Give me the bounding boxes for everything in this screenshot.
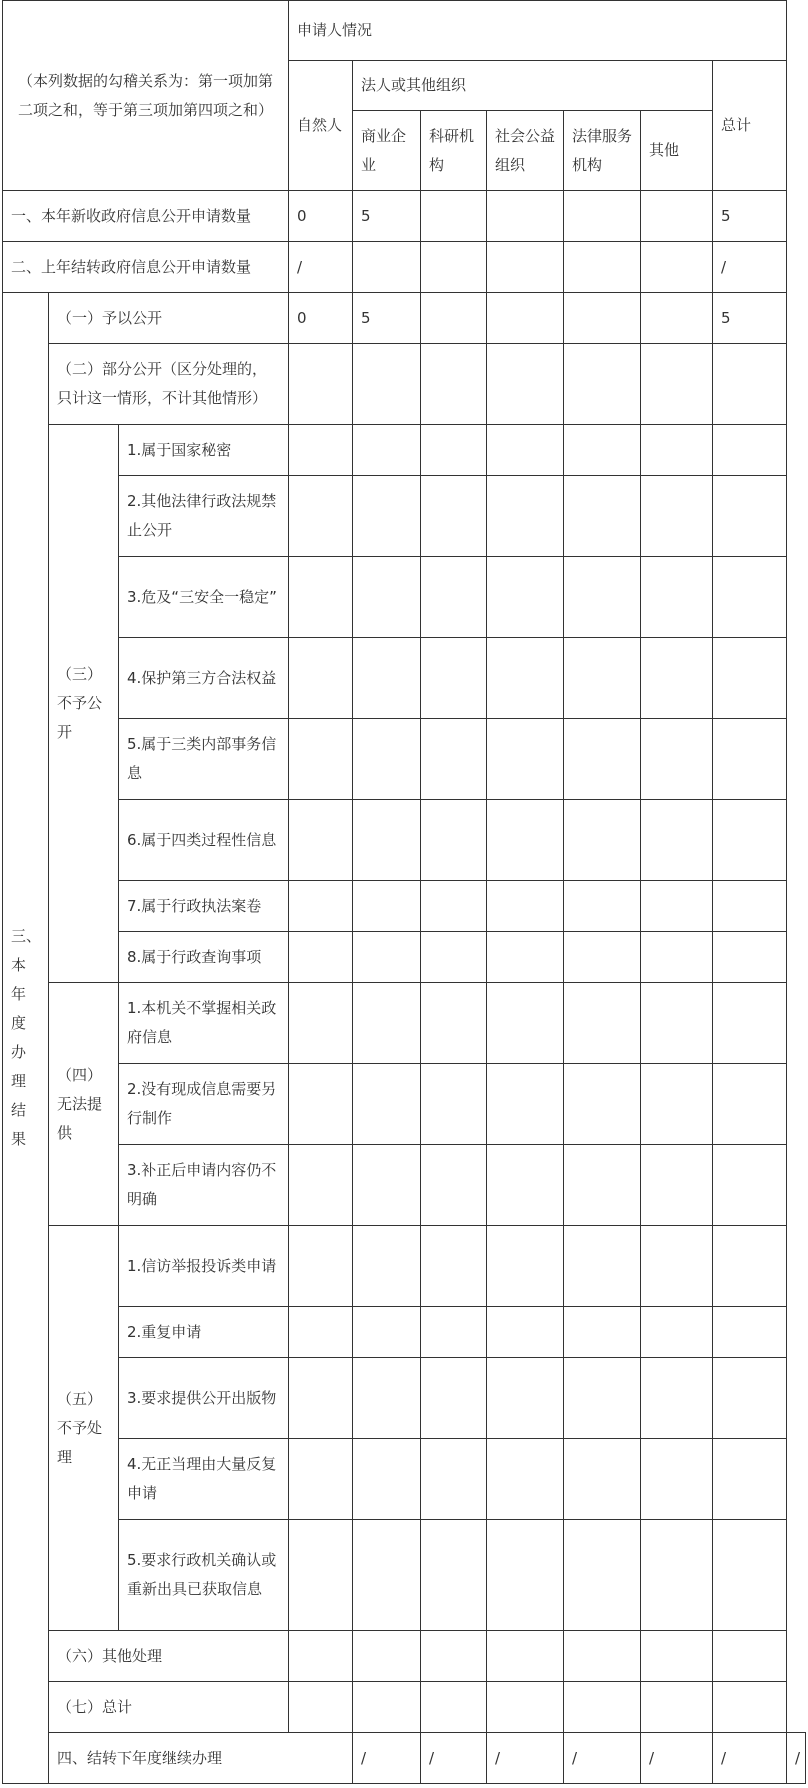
cell-natural: [289, 1064, 353, 1145]
cell-public-welfare: [487, 932, 564, 983]
cell-public-welfare: [487, 1226, 564, 1307]
cell-legal-service: /: [641, 1733, 713, 1784]
cell-commercial: [353, 344, 421, 425]
cell-research: [421, 476, 487, 557]
cell-other: [641, 1064, 713, 1145]
cell-commercial: [353, 557, 421, 638]
cell-public-welfare: [487, 1358, 564, 1439]
group-label-unable: （四）无法提供: [49, 983, 119, 1226]
cell-total: [713, 881, 787, 932]
cell-public-welfare: [487, 1520, 564, 1631]
cell-public-welfare: [487, 1439, 564, 1520]
item-label: 2.没有现成信息需要另行制作: [119, 1064, 289, 1145]
cell-legal-service: [564, 1631, 641, 1682]
cell-public-welfare: [487, 191, 564, 242]
cell-commercial: [353, 719, 421, 800]
cell-public-welfare: [487, 1682, 564, 1733]
table-row: [3, 800, 806, 881]
cell-commercial: [353, 1145, 421, 1226]
cell-commercial: [353, 425, 421, 476]
cell-research: [421, 1226, 487, 1307]
item-label: 6.属于四类过程性信息: [119, 800, 289, 881]
table-row: [3, 1358, 806, 1439]
cell-other: [641, 1631, 713, 1682]
cell-commercial: [353, 476, 421, 557]
cell-commercial: /: [421, 1733, 487, 1784]
item-label: 2.重复申请: [119, 1307, 289, 1358]
cell-research: /: [487, 1733, 564, 1784]
item-label: 1.本机关不掌握相关政府信息: [119, 983, 289, 1064]
cell-research: [421, 344, 487, 425]
cell-legal-service: [564, 425, 641, 476]
cell-natural: [289, 425, 353, 476]
table-row: [3, 557, 806, 638]
table-row: [3, 1145, 806, 1226]
public-welfare-header: 社会公益组织: [487, 111, 564, 191]
gov-info-disclosure-table: [2, 0, 806, 1784]
item-label: 5.属于三类内部事务信息: [119, 719, 289, 800]
item-label: 8.属于行政查询事项: [119, 932, 289, 983]
cell-other: [641, 476, 713, 557]
item-label: 2.其他法律行政法规禁止公开: [119, 476, 289, 557]
cell-public-welfare: [487, 638, 564, 719]
cell-total: 5: [713, 293, 787, 344]
item-label: 4.保护第三方合法权益: [119, 638, 289, 719]
cell-other: [641, 932, 713, 983]
cell-research: [421, 1064, 487, 1145]
cell-total: /: [787, 1733, 806, 1784]
table-row: [3, 1520, 806, 1631]
cell-other: [641, 800, 713, 881]
cell-natural: [289, 800, 353, 881]
cell-natural: [289, 1226, 353, 1307]
item-label: 3.补正后申请内容仍不明确: [119, 1145, 289, 1226]
row-label: （七）总计: [49, 1682, 289, 1733]
table-row: [3, 344, 806, 425]
cell-research: [421, 1439, 487, 1520]
cell-other: [641, 1358, 713, 1439]
table-row: [3, 191, 806, 242]
table-row: [3, 242, 806, 293]
result-group-label: 三、本年度办理结果: [3, 293, 49, 1784]
cell-commercial: 5: [353, 191, 421, 242]
table-row: [3, 1733, 806, 1784]
row-label: 四、结转下年度继续办理: [49, 1733, 353, 1784]
cell-other: [641, 191, 713, 242]
cell-commercial: [353, 1439, 421, 1520]
cell-legal-service: [564, 800, 641, 881]
applicant-header: 申请人情况: [289, 1, 787, 61]
cell-legal-service: [564, 638, 641, 719]
cell-legal-service: [564, 1307, 641, 1358]
cell-total: [713, 557, 787, 638]
cell-other: [641, 881, 713, 932]
row-label: （二）部分公开（区分处理的，只计这一情形，不计其他情形）: [49, 344, 289, 425]
cell-total: [713, 1307, 787, 1358]
cell-commercial: [353, 800, 421, 881]
item-label: 7.属于行政执法案卷: [119, 881, 289, 932]
cell-other: [641, 1307, 713, 1358]
cell-research: [421, 1358, 487, 1439]
cell-research: [421, 800, 487, 881]
group-label-not-processed: （五）不予处理: [49, 1226, 119, 1631]
cell-research: [421, 983, 487, 1064]
table-row: [3, 881, 806, 932]
cell-natural: 0: [289, 191, 353, 242]
cell-total: [713, 1145, 787, 1226]
cell-commercial: [353, 1226, 421, 1307]
item-label: 3.危及“三安全一稳定”: [119, 557, 289, 638]
cell-research: [421, 1145, 487, 1226]
cell-commercial: [353, 1520, 421, 1631]
cell-commercial: [353, 1631, 421, 1682]
cell-research: [421, 881, 487, 932]
cell-legal-service: [564, 1358, 641, 1439]
org-group-header: 法人或其他组织: [353, 61, 713, 111]
cell-natural: /: [289, 242, 353, 293]
cell-natural: [289, 638, 353, 719]
cell-legal-service: [564, 1145, 641, 1226]
cell-public-welfare: [487, 344, 564, 425]
cell-other: /: [713, 1733, 787, 1784]
cell-research: [421, 932, 487, 983]
research-header: 科研机构: [421, 111, 487, 191]
table-row: [3, 425, 806, 476]
row-label: （六）其他处理: [49, 1631, 289, 1682]
cell-public-welfare: [487, 719, 564, 800]
group-label-not-disclosed: （三）不予公开: [49, 425, 119, 983]
cell-commercial: [353, 1358, 421, 1439]
cell-total: 5: [713, 191, 787, 242]
cell-natural: [289, 344, 353, 425]
cell-total: [713, 1064, 787, 1145]
cell-public-welfare: [487, 983, 564, 1064]
cell-other: [641, 293, 713, 344]
cell-natural: [289, 1439, 353, 1520]
cell-research: [421, 1520, 487, 1631]
cell-public-welfare: /: [564, 1733, 641, 1784]
cell-research: [421, 1631, 487, 1682]
table-row: [3, 1064, 806, 1145]
cell-research: [421, 191, 487, 242]
cell-other: [641, 719, 713, 800]
cell-total: [713, 1520, 787, 1631]
cell-public-welfare: [487, 425, 564, 476]
cell-other: [641, 344, 713, 425]
row-label: 一、本年新收政府信息公开申请数量: [3, 191, 289, 242]
cell-natural: [289, 1358, 353, 1439]
cell-legal-service: [564, 242, 641, 293]
cell-total: [713, 476, 787, 557]
item-label: 4.无正当理由大量反复申请: [119, 1439, 289, 1520]
cell-natural: [289, 983, 353, 1064]
cell-legal-service: [564, 476, 641, 557]
cell-commercial: [353, 1064, 421, 1145]
cell-total: [713, 719, 787, 800]
cell-legal-service: [564, 1064, 641, 1145]
cell-other: [641, 1226, 713, 1307]
cell-legal-service: [564, 344, 641, 425]
cell-other: [641, 242, 713, 293]
cell-commercial: [353, 1682, 421, 1733]
cell-public-welfare: [487, 242, 564, 293]
other-header: 其他: [641, 111, 713, 191]
cell-natural: [289, 1307, 353, 1358]
cell-commercial: [353, 242, 421, 293]
cell-other: [641, 1520, 713, 1631]
cell-total: [713, 983, 787, 1064]
cell-research: [421, 638, 487, 719]
cell-legal-service: [564, 1520, 641, 1631]
cell-public-welfare: [487, 1064, 564, 1145]
table-row: [3, 1631, 806, 1682]
cell-natural: [289, 1520, 353, 1631]
cell-total: [713, 1439, 787, 1520]
note-cell: （本列数据的勾稽关系为：第一项加第二项之和，等于第三项加第四项之和）: [3, 1, 289, 191]
cell-commercial: [353, 881, 421, 932]
table-row: [3, 638, 806, 719]
commercial-header: 商业企业: [353, 111, 421, 191]
item-label: 5.要求行政机关确认或重新出具已获取信息: [119, 1520, 289, 1631]
cell-commercial: [353, 638, 421, 719]
table-row: [3, 1682, 806, 1733]
table-row: [3, 293, 806, 344]
cell-other: [641, 1439, 713, 1520]
cell-other: [641, 557, 713, 638]
cell-natural: [289, 881, 353, 932]
cell-legal-service: [564, 191, 641, 242]
cell-total: [713, 1226, 787, 1307]
cell-commercial: 5: [353, 293, 421, 344]
cell-research: [421, 293, 487, 344]
table-row: [3, 1226, 806, 1307]
cell-total: [713, 1631, 787, 1682]
cell-public-welfare: [487, 800, 564, 881]
cell-natural: [289, 557, 353, 638]
cell-research: [421, 719, 487, 800]
item-label: 1.信访举报投诉类申请: [119, 1226, 289, 1307]
cell-research: [421, 242, 487, 293]
cell-commercial: [353, 1307, 421, 1358]
total-header: 总计: [713, 61, 787, 191]
cell-commercial: [353, 932, 421, 983]
cell-public-welfare: [487, 1631, 564, 1682]
cell-other: [641, 1682, 713, 1733]
cell-legal-service: [564, 983, 641, 1064]
header-row-1: [3, 1, 806, 61]
cell-total: [713, 1682, 787, 1733]
cell-natural: [289, 719, 353, 800]
cell-other: [641, 638, 713, 719]
cell-total: [713, 932, 787, 983]
cell-natural: /: [353, 1733, 421, 1784]
cell-legal-service: [564, 719, 641, 800]
cell-total: /: [713, 242, 787, 293]
cell-total: [713, 425, 787, 476]
cell-natural: [289, 932, 353, 983]
item-label: 1.属于国家秘密: [119, 425, 289, 476]
cell-legal-service: [564, 1682, 641, 1733]
cell-research: [421, 1307, 487, 1358]
cell-total: [713, 344, 787, 425]
cell-total: [713, 800, 787, 881]
cell-legal-service: [564, 932, 641, 983]
row-label: （一）予以公开: [49, 293, 289, 344]
cell-legal-service: [564, 1226, 641, 1307]
cell-research: [421, 425, 487, 476]
cell-other: [641, 983, 713, 1064]
cell-research: [421, 557, 487, 638]
cell-natural: [289, 1631, 353, 1682]
table-row: [3, 719, 806, 800]
cell-public-welfare: [487, 557, 564, 638]
cell-natural: 0: [289, 293, 353, 344]
table-row: [3, 476, 806, 557]
legal-service-header: 法律服务机构: [564, 111, 641, 191]
cell-public-welfare: [487, 881, 564, 932]
cell-research: [421, 1682, 487, 1733]
cell-public-welfare: [487, 1307, 564, 1358]
item-label: 3.要求提供公开出版物: [119, 1358, 289, 1439]
cell-natural: [289, 476, 353, 557]
cell-other: [641, 1145, 713, 1226]
table-row: [3, 983, 806, 1064]
row-label: 二、上年结转政府信息公开申请数量: [3, 242, 289, 293]
cell-total: [713, 638, 787, 719]
table-row: [3, 1439, 806, 1520]
cell-public-welfare: [487, 1145, 564, 1226]
cell-total: [713, 1358, 787, 1439]
cell-legal-service: [564, 881, 641, 932]
cell-other: [641, 425, 713, 476]
cell-natural: [289, 1682, 353, 1733]
table-row: [3, 932, 806, 983]
cell-public-welfare: [487, 293, 564, 344]
cell-commercial: [353, 983, 421, 1064]
table-row: [3, 1307, 806, 1358]
cell-natural: [289, 1145, 353, 1226]
cell-legal-service: [564, 557, 641, 638]
cell-legal-service: [564, 293, 641, 344]
cell-legal-service: [564, 1439, 641, 1520]
natural-person-header: 自然人: [289, 61, 353, 191]
cell-public-welfare: [487, 476, 564, 557]
